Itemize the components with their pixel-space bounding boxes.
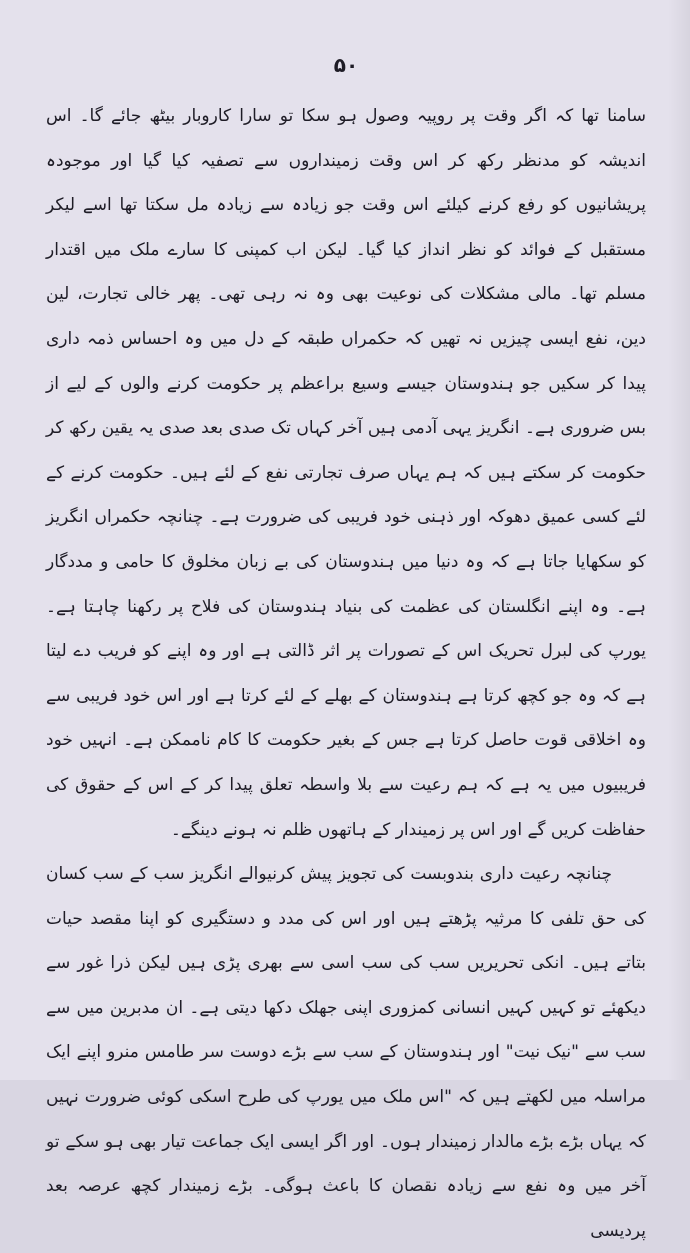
page-number: ۵۰ bbox=[333, 53, 359, 77]
paragraph-2: چنانچہ رعیت داری بندوبست کی تجویز پیش کرنیوالے انگریز سب کے سب کسان کی حق تلفی کا مرثیہ پڑھتے ہیں اور اس کی مدد و دستگیری کو اپنا مقصد حیات بتاتے ہیں۔ انکی تحریریں سب کی سب اسی سے بھری پڑی ہیں لیکن ذرا غور سے دیکھئے تو کہیں کہیں انسانی کمزوری اپنی جھلک دکھا دیتی ہے۔ ان مدبرین میں سے سب سے "نیک نیت" اور ہندوستان کے سب سے بڑے دوست سر طامس منرو اپنے ایک مراسلہ میں لکھتے ہیں کہ "اس ملک میں یورپ کی طرح اسکی کوئی ضرورت نہیں کہ یہاں بڑے بڑے مالدار زمیندار ہوں۔ اور اگر ایسی ایک جماعت تیار بھی ہو سکے تو آخر میں وہ نفع سے زیادہ نقصان کا باعث ہوگی۔ بڑے زمیندار کچھ عرصہ بعد پردیسی bbox=[46, 864, 646, 1241]
page-body bbox=[46, 94, 646, 1253]
paragraph-1: سامنا تھا کہ اگر وقت پر روپیہ وصول ہو سکا تو سارا کاروبار بیٹھ جائے گا۔ اس اندیشہ کو مدنظر رکھ کر اس وقت زمینداروں سے تصفیہ کیا گیا اور موجودہ پریشانیوں کو رفع کرنے کیلئے اس وقت جو زیادہ سے زیادہ مل سکتا تھا اسے لیکر مستقبل کے فوائد کو نظر انداز کیا گیا۔ لیکن اب کمپنی کا سارے ملک میں اقتدار مسلم تھا۔ مالی مشکلات کی نوعیت بھی وہ نہ رہی تھی۔ پھر خالی تجارت، لین دین، نفع ایسی چیزیں نہ تھیں کہ حکمراں طبقہ کے دل میں وہ احساس ذمہ داری پیدا کر سکیں جو ہندوستان جیسے وسیع براعظم پر حکومت کرنے والوں کے لیے از بس ضروری ہے۔ انگریز یہی آدمی ہیں آخر کہاں تک صدی بعد صدی یہ یقین رکھ کر حکومت کر سکتے ہیں کہ ہم یہاں صرف تجارتی نفع کے لئے ہیں۔ حکومت کرنے کے لئے کسی عمیق دھوکہ اور ذہنی خود فریبی کی ضرورت ہے۔ چنانچہ حکمراں انگریز کو سکھایا جاتا ہے کہ وہ دنیا میں ہندوستان کی بے زبان مخلوق کا حامی و مددگار ہے۔ وہ اپنے انگلستان کی عظمت کی بنیاد ہندوستان کی فلاح پر رکھنا چاہتا ہے۔ یورپ کی لبرل تحریک اس کے تصورات پر اثر ڈالتی ہے اور وہ اپنے کو فریب دے لیتا ہے کہ وہ جو کچھ کرتا ہے ہندوستان کے بھلے کے لئے کرتا ہے اور اس خود فریبی سے وہ اخلاقی قوت حاصل کرتا ہے جس کے بغیر حکومت کا کام ناممکن ہے۔ انہیں خود فریبیوں میں یہ ہے کہ ہم رعیت سے بلا واسطہ تعلق پیدا کر کے اس کے حقوق کی حفاظت کریں گے اور اس پر زمیندار کے ہاتھوں ظلم نہ ہونے دینگے۔ bbox=[46, 106, 646, 840]
